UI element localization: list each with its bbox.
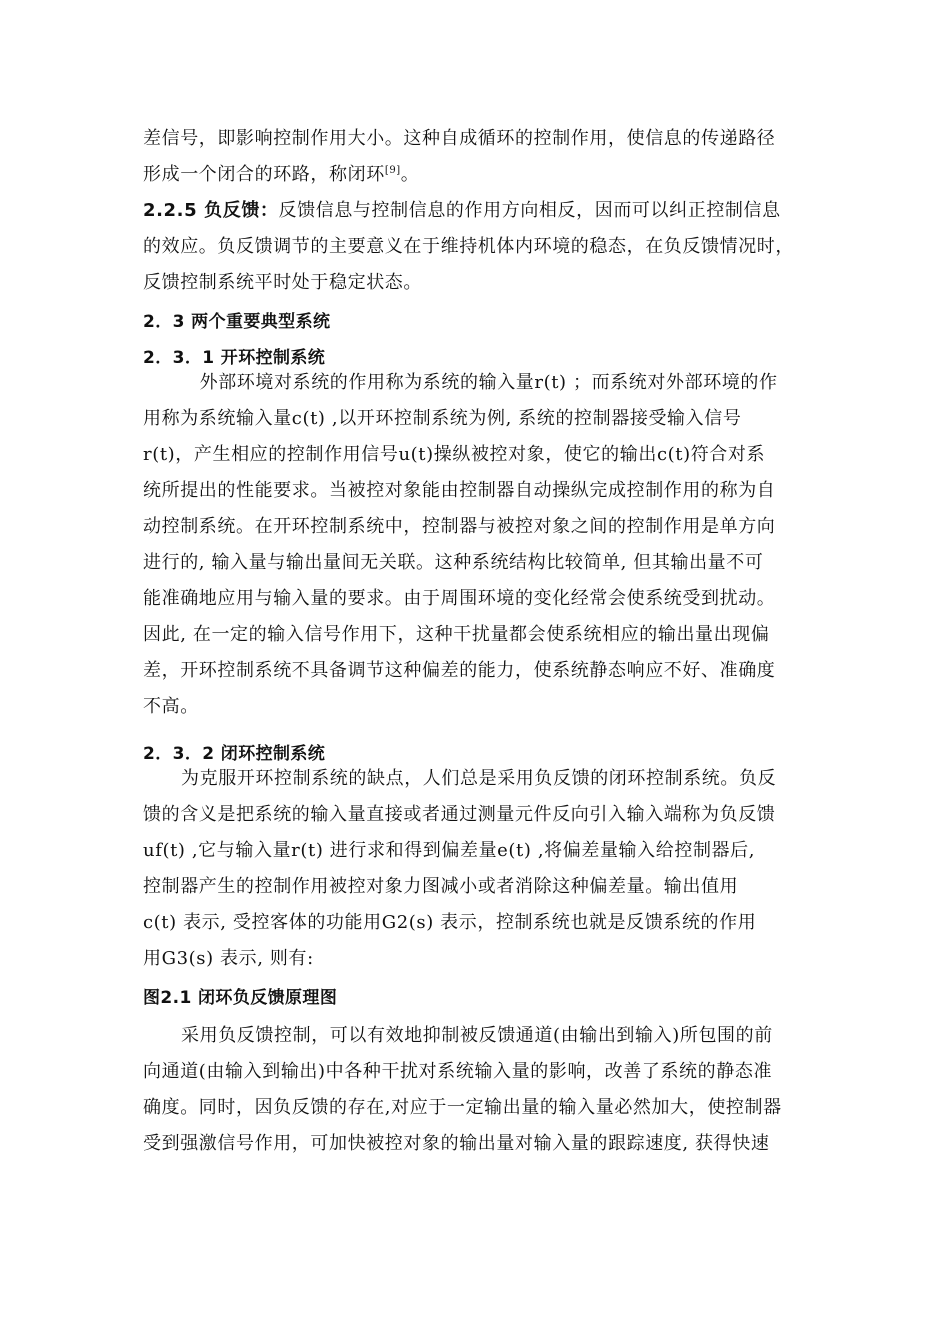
text-line: 差信号，即影响控制作用大小。这种自成循环的控制作用，使信息的传递路径 (143, 128, 776, 149)
text-line: 不高。 (143, 696, 199, 717)
text-line: 差，开环控制系统不具备调节这种偏差的能力，使系统静态响应不好、准确度 (143, 660, 776, 681)
text-line: 受到强激信号作用，可加快被控对象的输出量对输入量的跟踪速度, 获得快速 (143, 1133, 770, 1154)
citation-superscript: [9] (384, 165, 401, 176)
text-line: c(t) 表示, 受控客体的功能用G2(s) 表示，控制系统也就是反馈系统的作用 (143, 912, 757, 933)
text-line (143, 199, 781, 223)
text-line: 统所提出的性能要求。当被控对象能由控制器自动操纵完成控制作用的称为自 (143, 480, 776, 501)
section-heading-232: 2．3．2 闭环控制系统 (143, 744, 326, 764)
text-line: 采用负反馈控制，可以有效地抑制被反馈通道(由输出到输入)所包围的前 (181, 1025, 773, 1046)
text-line: 为克服开环控制系统的缺点，人们总是采用负反馈的闭环控制系统。负反 (181, 768, 777, 789)
text-line: 确度。同时，因负反馈的存在,对应于一定输出量的输入量必然加大，使控制器 (143, 1097, 782, 1118)
text-line: 馈的含义是把系统的输入量直接或者通过测量元件反向引入输入端称为负反馈 (143, 804, 776, 825)
text-line: uf(t) ,它与输入量r(t) 进行求和得到偏差量e(t) ,将偏差量输入给控制器后, (143, 840, 756, 861)
section-heading-23: 2．3 两个重要典型系统 (143, 312, 331, 332)
section-heading-231: 2．3．1 开环控制系统 (143, 348, 326, 368)
text-line: 因此, 在一定的输入信号作用下，这种干扰量都会使系统相应的输出量出现偏 (143, 624, 770, 645)
text-line: 反馈控制系统平时处于稳定状态。 (143, 272, 422, 293)
text-line: 控制器产生的控制作用被控对象力图减小或者消除这种偏差量。输出值用 (143, 876, 739, 897)
text-fragment: 形成一个闭合的环路，称闭环 (143, 164, 385, 185)
text-line: r(t)，产生相应的控制作用信号u(t)操纵被控对象，使它的输出c(t)符合对系 (143, 444, 766, 465)
section-label-225: 2.2.5 负反馈： (143, 200, 279, 221)
text-line: 用G3(s) 表示, 则有: (143, 948, 314, 969)
text-line: 向通道(由输入到输出)中各种干扰对系统输入量的影响，改善了系统的静态准 (143, 1061, 773, 1082)
figure-caption: 图2.1 闭环负反馈原理图 (143, 988, 338, 1008)
text-fragment: 。 (400, 164, 420, 185)
text-line (143, 163, 419, 187)
text-line: 的效应。负反馈调节的主要意义在于维持机体内环境的稳态，在负反馈情况时， (143, 236, 794, 257)
text-line: 能准确地应用与输入量的要求。由于周围环境的变化经常会使系统受到扰动。 (143, 588, 776, 609)
text-fragment: 反馈信息与控制信息的作用方向相反，因而可以纠正控制信息 (278, 200, 781, 221)
text-line: 动控制系统。在开环控制系统中，控制器与被控对象之间的控制作用是单方向 (143, 516, 776, 537)
text-line: 进行的, 输入量与输出量间无关联。这种系统结构比较简单, 但其输出量不可 (143, 552, 764, 573)
text-line: 用称为系统输入量c(t) ,以开环控制系统为例, 系统的控制器接受输入信号 (143, 408, 742, 429)
text-line: 外部环境对系统的作用称为系统的输入量r(t) ；而系统对外部环境的作 (181, 372, 778, 393)
